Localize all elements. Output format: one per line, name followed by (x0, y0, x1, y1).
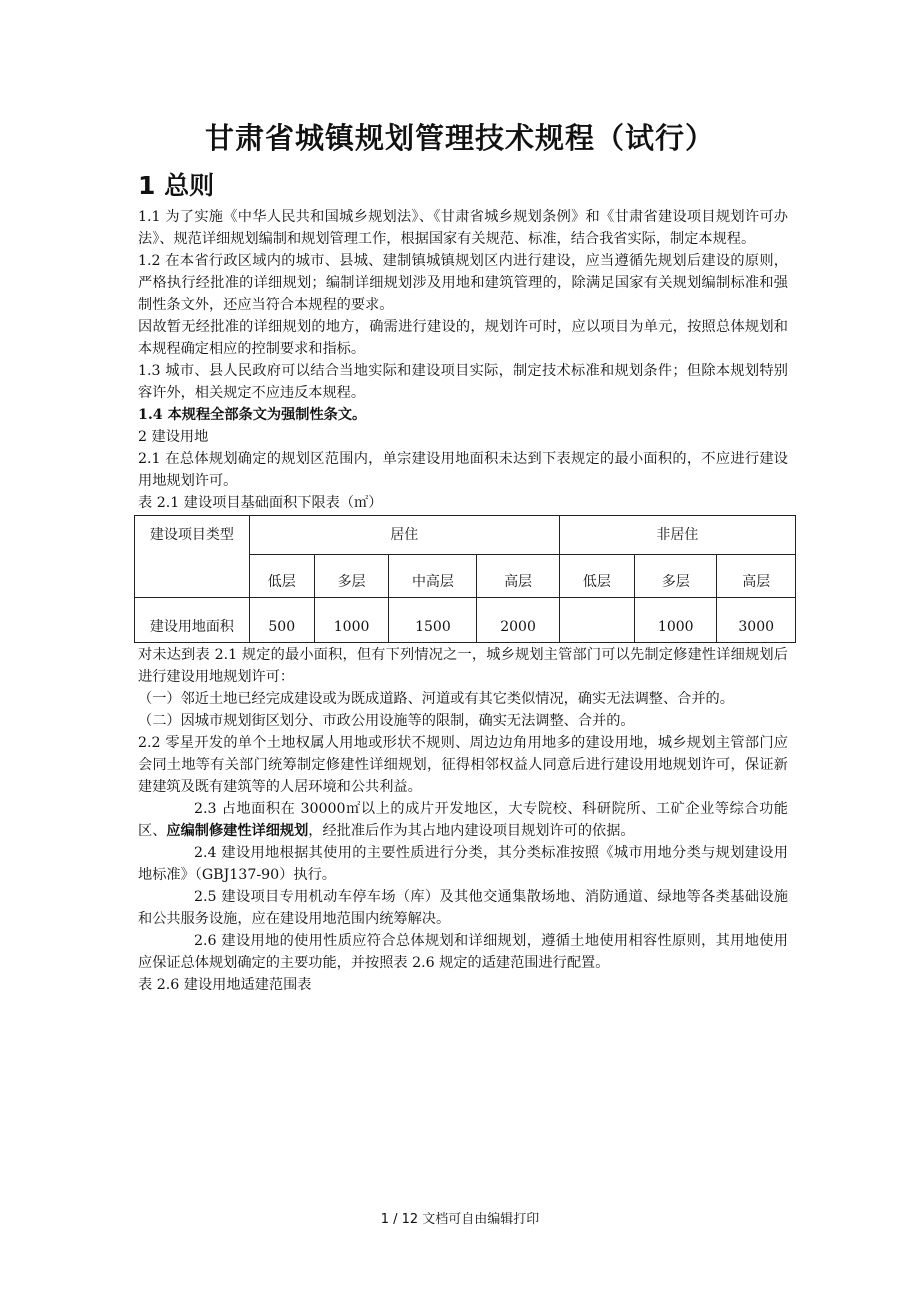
table-col-header: 中高层 (389, 555, 477, 598)
table-2-1 (134, 515, 796, 643)
table-cell: 1000 (635, 598, 717, 643)
table-cell: 1500 (389, 598, 477, 643)
table-2-1-caption: 表 2.1 建设项目基础面积下限表（㎡） (138, 495, 383, 511)
paragraph-1-3: 1.3 城市、县人民政府可以结合当地实际和建设项目实际，制定技术标准和规划条件；但除本规划特别容许外，相关规定不应违反本规程。 (138, 363, 788, 401)
table-group-nonresidential: 非居住 (559, 516, 795, 555)
paragraph-2-2: 2.2 零星开发的单个土地权属人用地或形状不规则、周边边角用地多的建设用地，城乡规划主管部门应会同土地等有关部门统筹制定修建性详细规划，征得相邻权益人同意后进行建设用地规划许可，保证新建建筑及既有建筑等的人居环境和公共利益。 (138, 735, 788, 795)
paragraph-2-6: 2.6 建设用地的使用性质应符合总体规划和详细规划，遵循土地使用相容性原则，其用地使用应保证总体规划确定的主要功能，并按照表 2.6 规定的适建范围进行配置。 (138, 933, 788, 971)
document-body (138, 206, 788, 996)
paragraph-1-2b: 因故暂无经批准的详细规划的地方，确需进行建设的，规划许可时，应以项目为单元，按照总体规划和本规程确定相应的控制要求和指标。 (138, 319, 788, 357)
paragraph-1-1: 1.1 为了实施《中华人民共和国城乡规划法》、《甘肃省城乡规划条例》和《甘肃省建设项目规划许可办法》、规范详细规划编制和规划管理工作，根据国家有关规范、标准，结合我省实际，制定本规程。 (138, 209, 788, 247)
table-2-6-caption: 表 2.6 建设用地适建范围表 (138, 977, 312, 993)
table-cell (559, 598, 634, 643)
paragraph-2-1: 2.1 在总体规划确定的规划区范围内，单宗建设用地面积未达到下表规定的最小面积的，不应进行建设用地规划许可。 (138, 451, 788, 489)
table-cell: 3000 (717, 598, 796, 643)
paragraph-1-4: 1.4 本规程全部条文为强制性条文。 (138, 407, 367, 423)
table-empty-cell (135, 555, 250, 598)
paragraph-2-3-emphasis: 应编制修建性详细规划 (166, 823, 309, 839)
section-heading-land: 2 建设用地 (138, 429, 209, 445)
paragraph-2-3 (138, 798, 788, 842)
table-cell: 2000 (477, 598, 559, 643)
document-title: 甘肃省城镇规划管理技术规程（试行） (204, 121, 715, 155)
table-col-header: 低层 (559, 555, 634, 598)
table-col-header: 多层 (635, 555, 717, 598)
paragraph-after-table: 对未达到表 2.1 规定的最小面积，但有下列情况之一，城乡规划主管部门可以先制定修建性详细规划后进行建设用地规划许可： (138, 647, 788, 685)
paragraph-case-1: （一）邻近土地已经完成建设或为既成道路、河道或有其它类似情况，确实无法调整、合并的。 (138, 691, 734, 707)
table-col-header: 多层 (314, 555, 389, 598)
paragraph-2-3-text-a: 2.3 占地面积在 30000㎡以上的成片开发地区，大专院校、科研院所、工矿企业等综合功能区、 (138, 801, 788, 839)
paragraph-2-5: 2.5 建设项目专用机动车停车场（库）及其他交通集散场地、消防通道、绿地等各类基础设施和公共服务设施，应在建设用地范围内统筹解决。 (138, 889, 788, 927)
page-footer: 1 / 12 文档可自由编辑打印 (380, 1212, 540, 1227)
table-col-header: 低层 (249, 555, 314, 598)
table-corner-header: 建设项目类型 (135, 516, 250, 555)
paragraph-2-4: 2.4 建设用地根据其使用的主要性质进行分类，其分类标准按照《城市用地分类与规划建设用地标准》（GBJ137-90）执行。 (138, 845, 788, 883)
paragraph-case-2: （二）因城市规划街区划分、市政公用设施等的限制，确实无法调整、合并的。 (138, 713, 635, 729)
table-cell: 1000 (314, 598, 389, 643)
table-group-residential: 居住 (249, 516, 559, 555)
paragraph-1-2: 1.2 在本省行政区域内的城市、县城、建制镇城镇规划区内进行建设，应当遵循先规划后建设的原则，严格执行经批准的详细规划；编制详细规划涉及用地和建筑管理的，除满足国家有关规划编制标准和强制性条文外，还应当符合本规程的要求。 (138, 253, 788, 313)
table-cell: 500 (249, 598, 314, 643)
table-row-label: 建设用地面积 (135, 598, 250, 643)
section-heading-general: 1 总则 (138, 171, 215, 200)
table-col-header: 高层 (717, 555, 796, 598)
paragraph-2-3-text-c: ，经批准后作为其占地内建设项目规划许可的依据。 (308, 823, 635, 839)
table-col-header: 高层 (477, 555, 559, 598)
